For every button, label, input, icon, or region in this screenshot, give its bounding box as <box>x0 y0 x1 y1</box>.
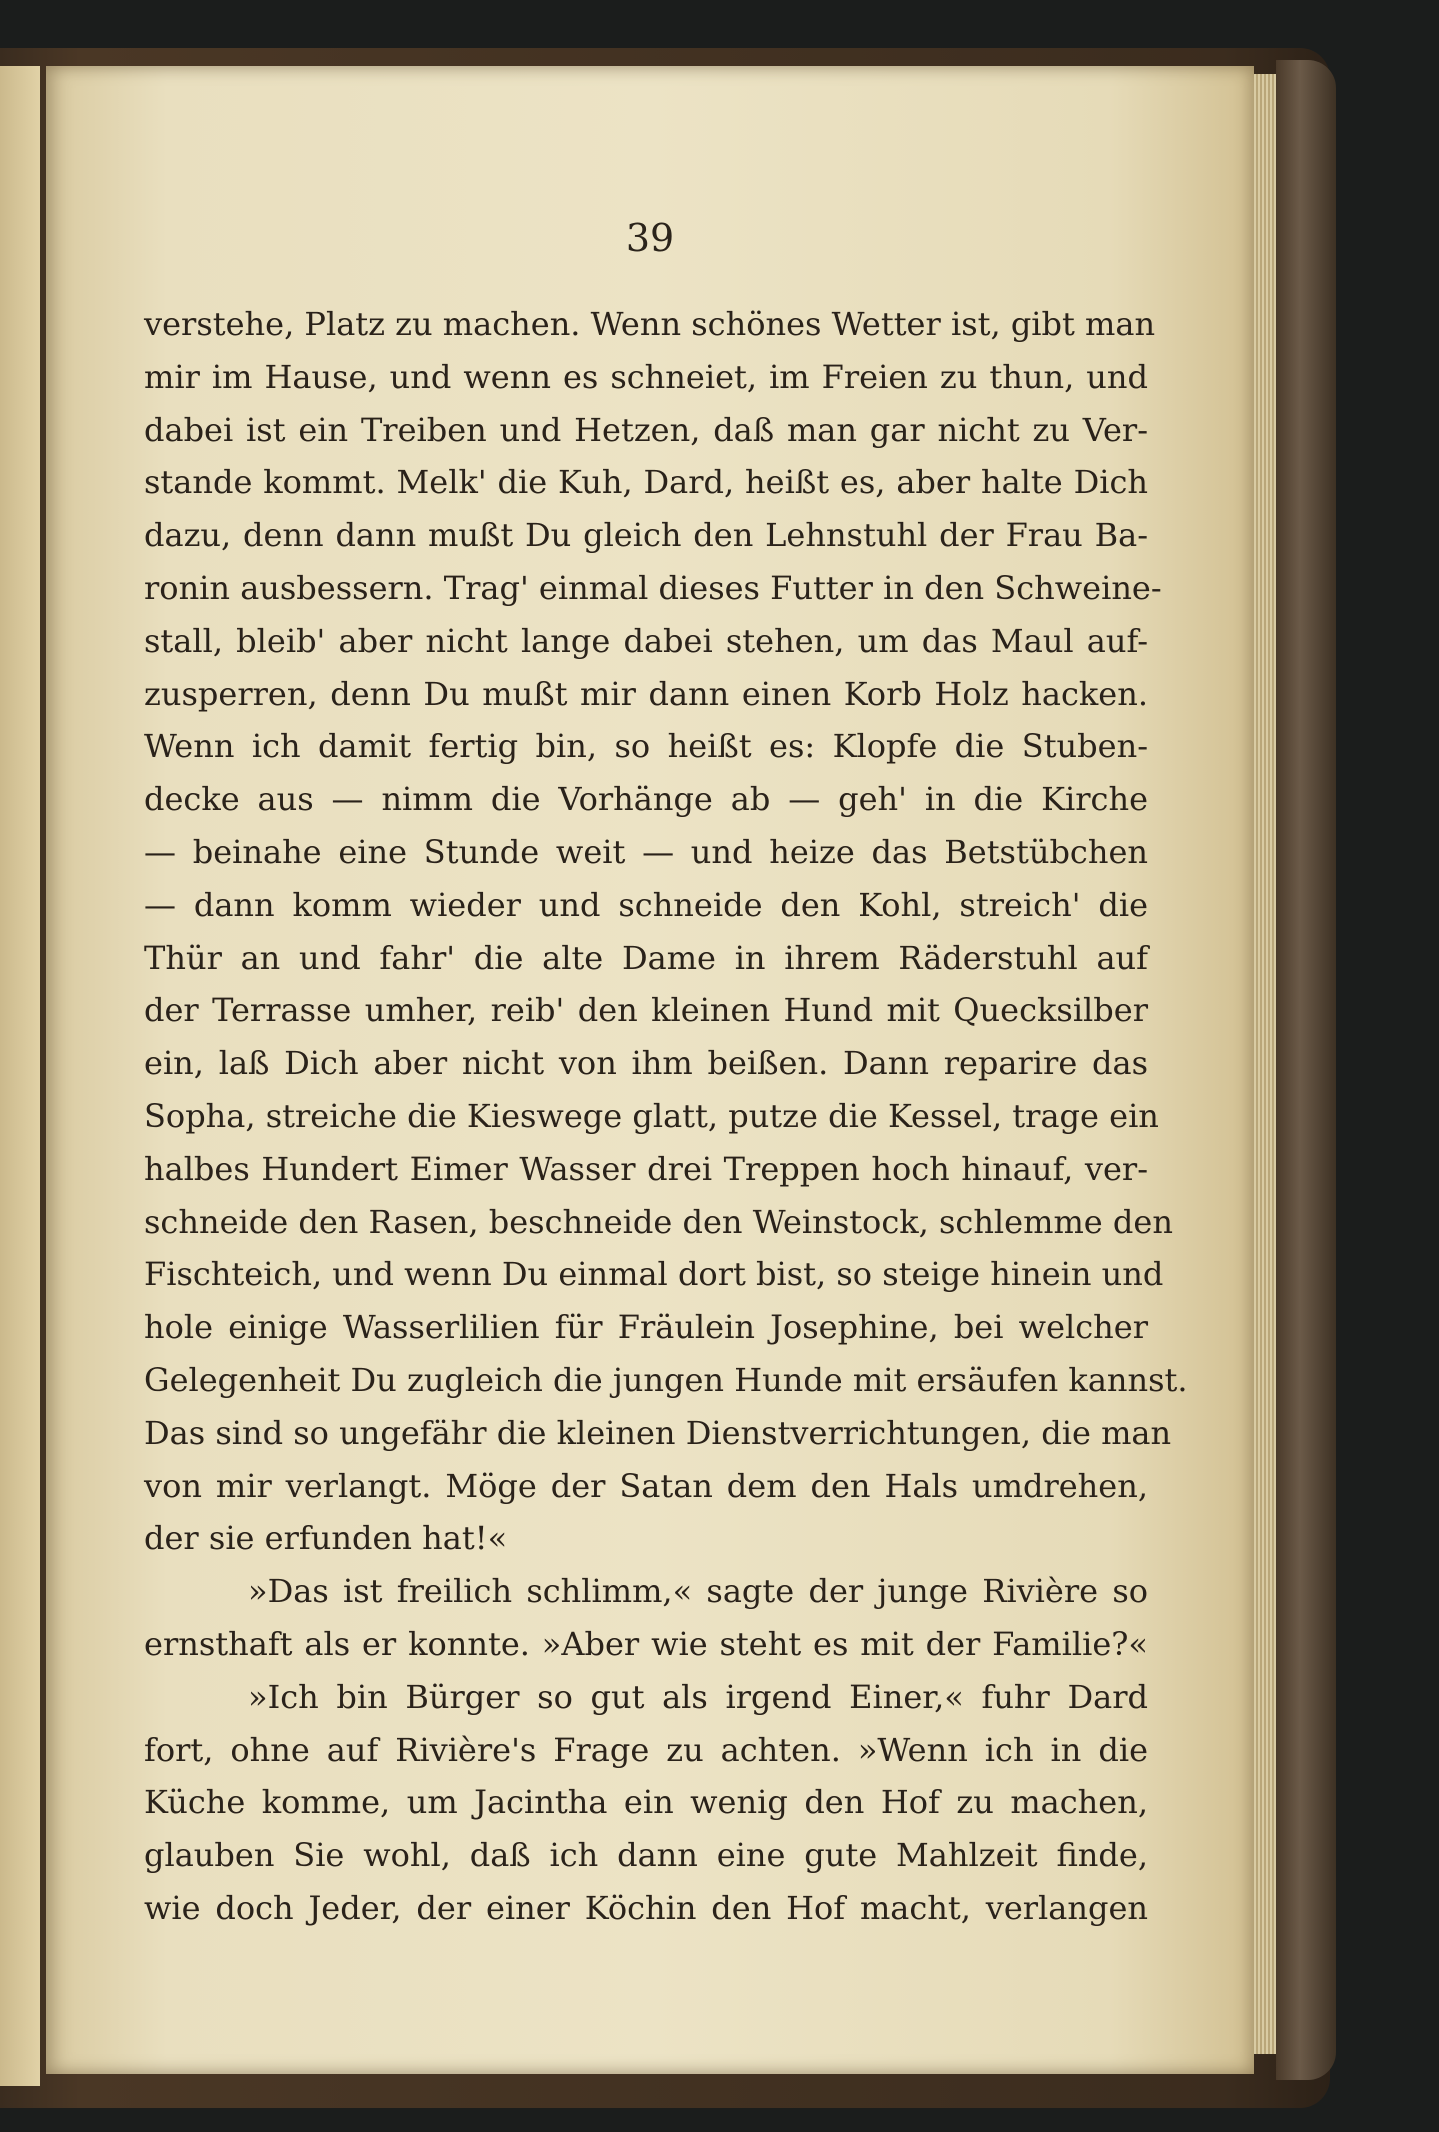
text-line: Fischteich, und wenn Du einmal dort bist, so steige hinein und <box>144 1255 1164 1294</box>
body-text <box>144 298 1188 1935</box>
text-line: »Das ist freilich schlimm,« sagte der junge Rivière so <box>248 1572 1148 1611</box>
book-cover-edge <box>1276 60 1336 2080</box>
text-line: stall, bleib' aber nicht lange dabei stehen, um das Maul auf- <box>144 621 1148 660</box>
text-line: stande kommt. Melk' die Kuh, Dard, heißt es, aber halte Dich <box>144 463 1148 502</box>
page-stack-edge <box>1254 74 1276 2054</box>
text-line: Sopha, streiche die Kieswege glatt, putze die Kessel, trage ein <box>144 1096 1159 1135</box>
book-page <box>46 66 1254 2074</box>
text-line: — dann komm wieder und schneide den Kohl, streich' die <box>144 885 1148 924</box>
text-line: fort, ohne auf Rivière's Frage zu achten. »Wenn ich in die <box>144 1730 1148 1769</box>
text-line: ronin ausbessern. Trag' einmal dieses Futter in den Schweine- <box>144 568 1162 607</box>
left-page-edge <box>0 66 40 2086</box>
text-line: schneide den Rasen, beschneide den Weinstock, schlemme den <box>144 1202 1173 1241</box>
text-line: hole einige Wasserlilien für Fräulein Josephine, bei welcher <box>144 1308 1148 1347</box>
text-line: der sie erfunden hat!« <box>144 1519 508 1558</box>
text-line: wie doch Jeder, der einer Köchin den Hof macht, verlangen <box>144 1888 1148 1927</box>
text-line: ein, laß Dich aber nicht von ihm beißen. Dann reparire das <box>144 1044 1148 1083</box>
text-line: zusperren, denn Du mußt mir dann einen Korb Holz hacken. <box>144 674 1148 713</box>
text-line: Das sind so ungefähr die kleinen Dienstverrichtungen, die man <box>144 1413 1172 1452</box>
text-line: dazu, denn dann mußt Du gleich den Lehnstuhl der Frau Ba- <box>144 516 1148 555</box>
text-line: Thür an und fahr' die alte Dame in ihrem Räderstuhl auf <box>144 938 1148 977</box>
text-line: Küche komme, um Jacintha ein wenig den Hof zu machen, <box>144 1783 1148 1822</box>
text-line: Gelegenheit Du zugleich die jungen Hunde mit ersäufen kannst. <box>144 1360 1188 1399</box>
text-line: verstehe, Platz zu machen. Wenn schönes Wetter ist, gibt man <box>144 305 1156 343</box>
text-line: — beinahe eine Stunde weit — und heize das Betstübchen <box>144 832 1148 871</box>
text-line: decke aus — nimm die Vorhänge ab — geh' in die Kirche <box>144 780 1148 819</box>
text-line: von mir verlangt. Möge der Satan dem den Hals umdrehen, <box>144 1466 1148 1505</box>
text-line: halbes Hundert Eimer Wasser drei Treppen hoch hinauf, ver- <box>144 1149 1148 1188</box>
text-line: der Terrasse umher, reib' den kleinen Hund mit Quecksilber <box>144 991 1148 1030</box>
text-line: »Ich bin Bürger so gut als irgend Einer,« fuhr Dard <box>248 1677 1148 1716</box>
page-number: 39 <box>625 216 675 260</box>
text-line: mir im Hause, und wenn es schneiet, im Freien zu thun, und <box>144 357 1148 396</box>
text-line: glauben Sie wohl, daß ich dann eine gute Mahlzeit finde, <box>144 1836 1148 1875</box>
text-line: Wenn ich damit fertig bin, so heißt es: Klopfe die Stuben- <box>144 727 1148 766</box>
text-line: ernsthaft als er konnte. »Aber wie steht es mit der Familie?« <box>144 1624 1148 1663</box>
text-line: dabei ist ein Treiben und Hetzen, daß man gar nicht zu Ver- <box>144 410 1148 449</box>
